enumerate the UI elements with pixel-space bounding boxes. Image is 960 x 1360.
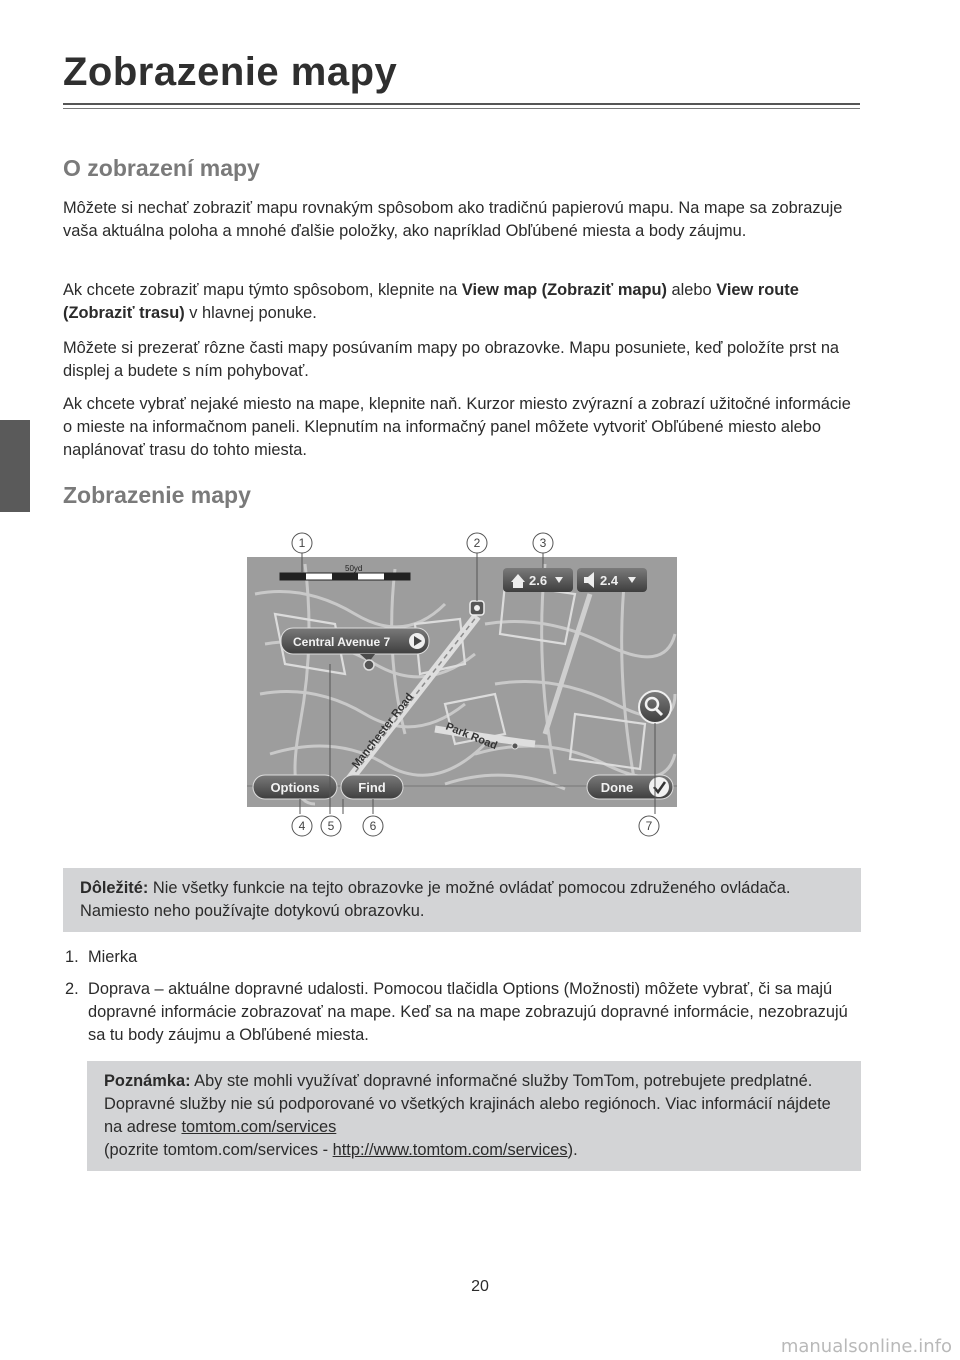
done-label: Done	[600, 780, 634, 795]
traffic-speaker-indicator[interactable]	[577, 568, 647, 592]
road-label-park: Park Road	[443, 720, 499, 753]
note-text-c: ).	[567, 1141, 578, 1159]
traffic-incident-icon[interactable]	[470, 601, 484, 615]
traffic-speaker-value: 2.4	[600, 573, 619, 588]
list-item-number: 1.	[65, 948, 79, 966]
list-item-text: Doprava – aktuálne dopravné udalosti. Pomocou tlačidla Options (Možnosti) môžete vybrať, či sa majú dopravné informácie zobrazovať na mape. Keď sa na mape zobrazujú dopravné informácie, nezobrazujú sa tu body záujmu a Obľúbené miesta.	[88, 980, 848, 1044]
options-label: Options	[270, 780, 320, 795]
info-panel[interactable]	[281, 628, 429, 654]
section-heading-map-view: Zobrazenie mapy	[63, 482, 251, 508]
list-item-number: 2.	[65, 980, 79, 998]
find-label: Find	[358, 780, 386, 795]
callout-1-label: 1	[298, 536, 306, 550]
traffic-home-value: 2.6	[529, 573, 548, 588]
p2-text-d: v hlavnej ponuke.	[184, 304, 317, 322]
callout-4-label: 4	[298, 819, 306, 833]
legend-list	[63, 946, 863, 1047]
p2-view-route-term: View route (Zobraziť trasu)	[63, 281, 799, 322]
note-label: Poznámka:	[104, 1072, 191, 1090]
traffic-home-indicator[interactable]	[503, 568, 573, 592]
page-title: Zobrazenie mapy	[63, 50, 398, 94]
scale-label: 50yd	[345, 564, 363, 573]
section-heading-about-map: O zobrazení mapy	[63, 155, 260, 181]
done-button[interactable]	[587, 775, 673, 799]
search-button[interactable]	[639, 691, 671, 723]
title-rule-thin	[63, 108, 860, 109]
important-text: Nie všetky funkcie na tejto obrazovke je možné ovládať pomocou združeného ovládača. Namiesto neho používajte dotykovú obrazovku.	[80, 879, 791, 920]
list-item	[63, 978, 863, 1047]
checkmark-icon	[649, 777, 669, 797]
important-note-box	[63, 868, 861, 932]
callout-2-label: 2	[473, 536, 481, 550]
tomtom-services-note-box	[87, 1061, 861, 1171]
callout-3-label: 3	[539, 536, 547, 550]
p2-text-a: Ak chcete zobraziť mapu týmto spôsobom, klepnite na	[63, 281, 462, 299]
paragraph-intro: Môžete si nechať zobraziť mapu rovnakým spôsobom ako tradičnú papierovú mapu. Na mape sa zobrazuje vaša aktuálna poloha a mnohé ďalšie položky, ako napríklad Obľúbené miesta a body záujmu.	[63, 199, 843, 240]
map-cursor	[364, 660, 374, 670]
note-text-b: (pozrite tomtom.com/services -	[104, 1141, 333, 1159]
list-item-text: Mierka	[88, 948, 138, 966]
important-label: Dôležité:	[80, 879, 149, 897]
note-text-a: Aby ste mohli využívať dopravné informačné služby TomTom, potrebujete predplatné. Dopravné služby nie sú podporované vo všetkých krajinách alebo regiónoch. Viac informácií nájdete na adrese	[104, 1072, 831, 1136]
callout-5-label: 5	[327, 819, 335, 833]
watermark: manualsonline.info	[780, 1336, 952, 1357]
road-label-manchester: Manchester Road	[349, 691, 416, 771]
tomtom-services-link[interactable]: tomtom.com/services	[181, 1118, 337, 1136]
paragraph-how-to-open	[63, 279, 863, 325]
find-button[interactable]	[341, 775, 403, 799]
page-number: 20	[471, 1278, 489, 1295]
p2-text-c: alebo	[667, 281, 717, 299]
p2-view-map-term: View map (Zobraziť mapu)	[461, 281, 667, 299]
tomtom-services-url-link[interactable]: http://www.tomtom.com/services	[332, 1141, 568, 1159]
paragraph-select-place: Ak chcete vybrať nejaké miesto na mape, klepnite naň. Kurzor miesto zvýrazní a zobrazí užitočné informácie o mieste na informačnom paneli. Klepnutím na informačný panel môžete vytvoriť Obľúbené miesto alebo naplánovať trasu do tohto miesta.	[63, 395, 851, 459]
list-item	[63, 946, 863, 969]
map-screenshot	[245, 524, 679, 846]
title-rule	[63, 103, 860, 105]
callout-6-label: 6	[369, 819, 377, 833]
callout-7-label: 7	[645, 819, 653, 833]
options-button[interactable]	[253, 775, 337, 799]
info-panel-label: Central Avenue 7	[293, 635, 391, 649]
paragraph-panning: Môžete si prezerať rôzne časti mapy posúvaním mapy po obrazovke. Mapu posuniete, keď položíte prst na displej a budete s ním pohybovať.	[63, 339, 840, 380]
chapter-tab	[0, 420, 30, 512]
